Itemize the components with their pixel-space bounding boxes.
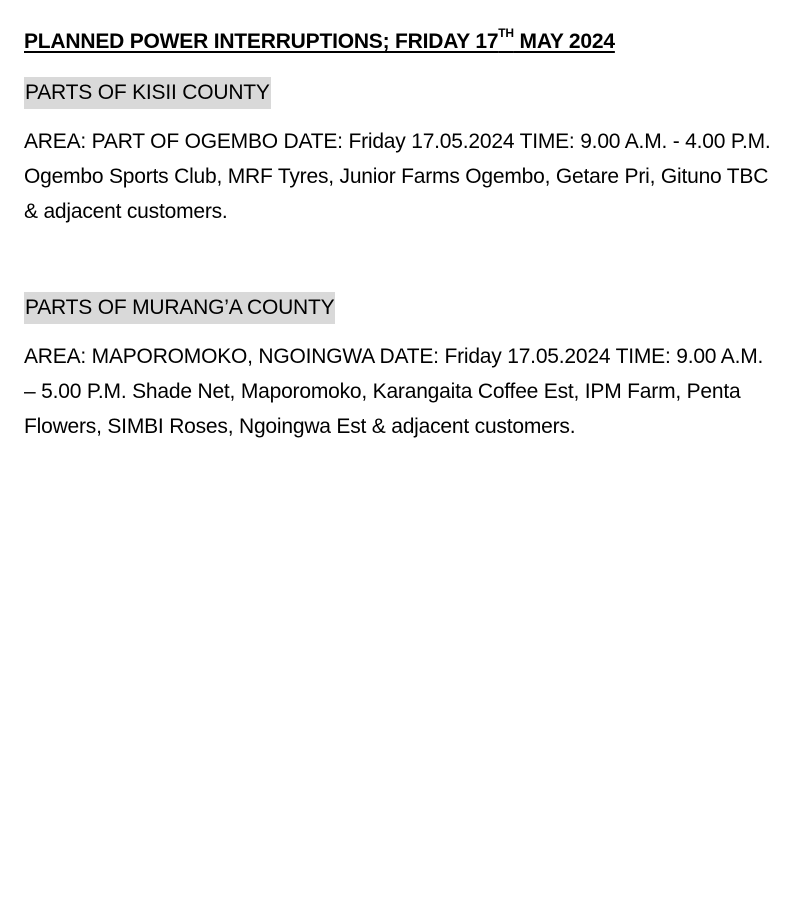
- section-heading-muranga: PARTS OF MURANG’A COUNTY: [24, 292, 335, 324]
- section-heading-kisii: PARTS OF KISII COUNTY: [24, 77, 271, 109]
- title-superscript: TH: [498, 26, 514, 40]
- document-title: [24, 26, 615, 54]
- section-body-kisii: AREA: PART OF OGEMBO DATE: Friday 17.05.2024 TIME: 9.00 A.M. - 4.00 P.M. Ogembo Sports Club, MRF Tyres, Junior Farms Ogembo, Getare Pri, Gituno TBC & adjacent customers.: [24, 130, 771, 223]
- title-main: PLANNED POWER INTERRUPTIONS; FRIDAY 17: [24, 30, 499, 53]
- section-body-muranga: AREA: MAPOROMOKO, NGOINGWA DATE: Friday 17.05.2024 TIME: 9.00 A.M. – 5.00 P.M. Shade Net, Maporomoko, Karangaita Coffee Est, IPM Farm, Penta Flowers, SIMBI Roses, Ngoingwa Est & adjacent customers.: [24, 345, 764, 438]
- title-tail: MAY 2024: [513, 30, 615, 53]
